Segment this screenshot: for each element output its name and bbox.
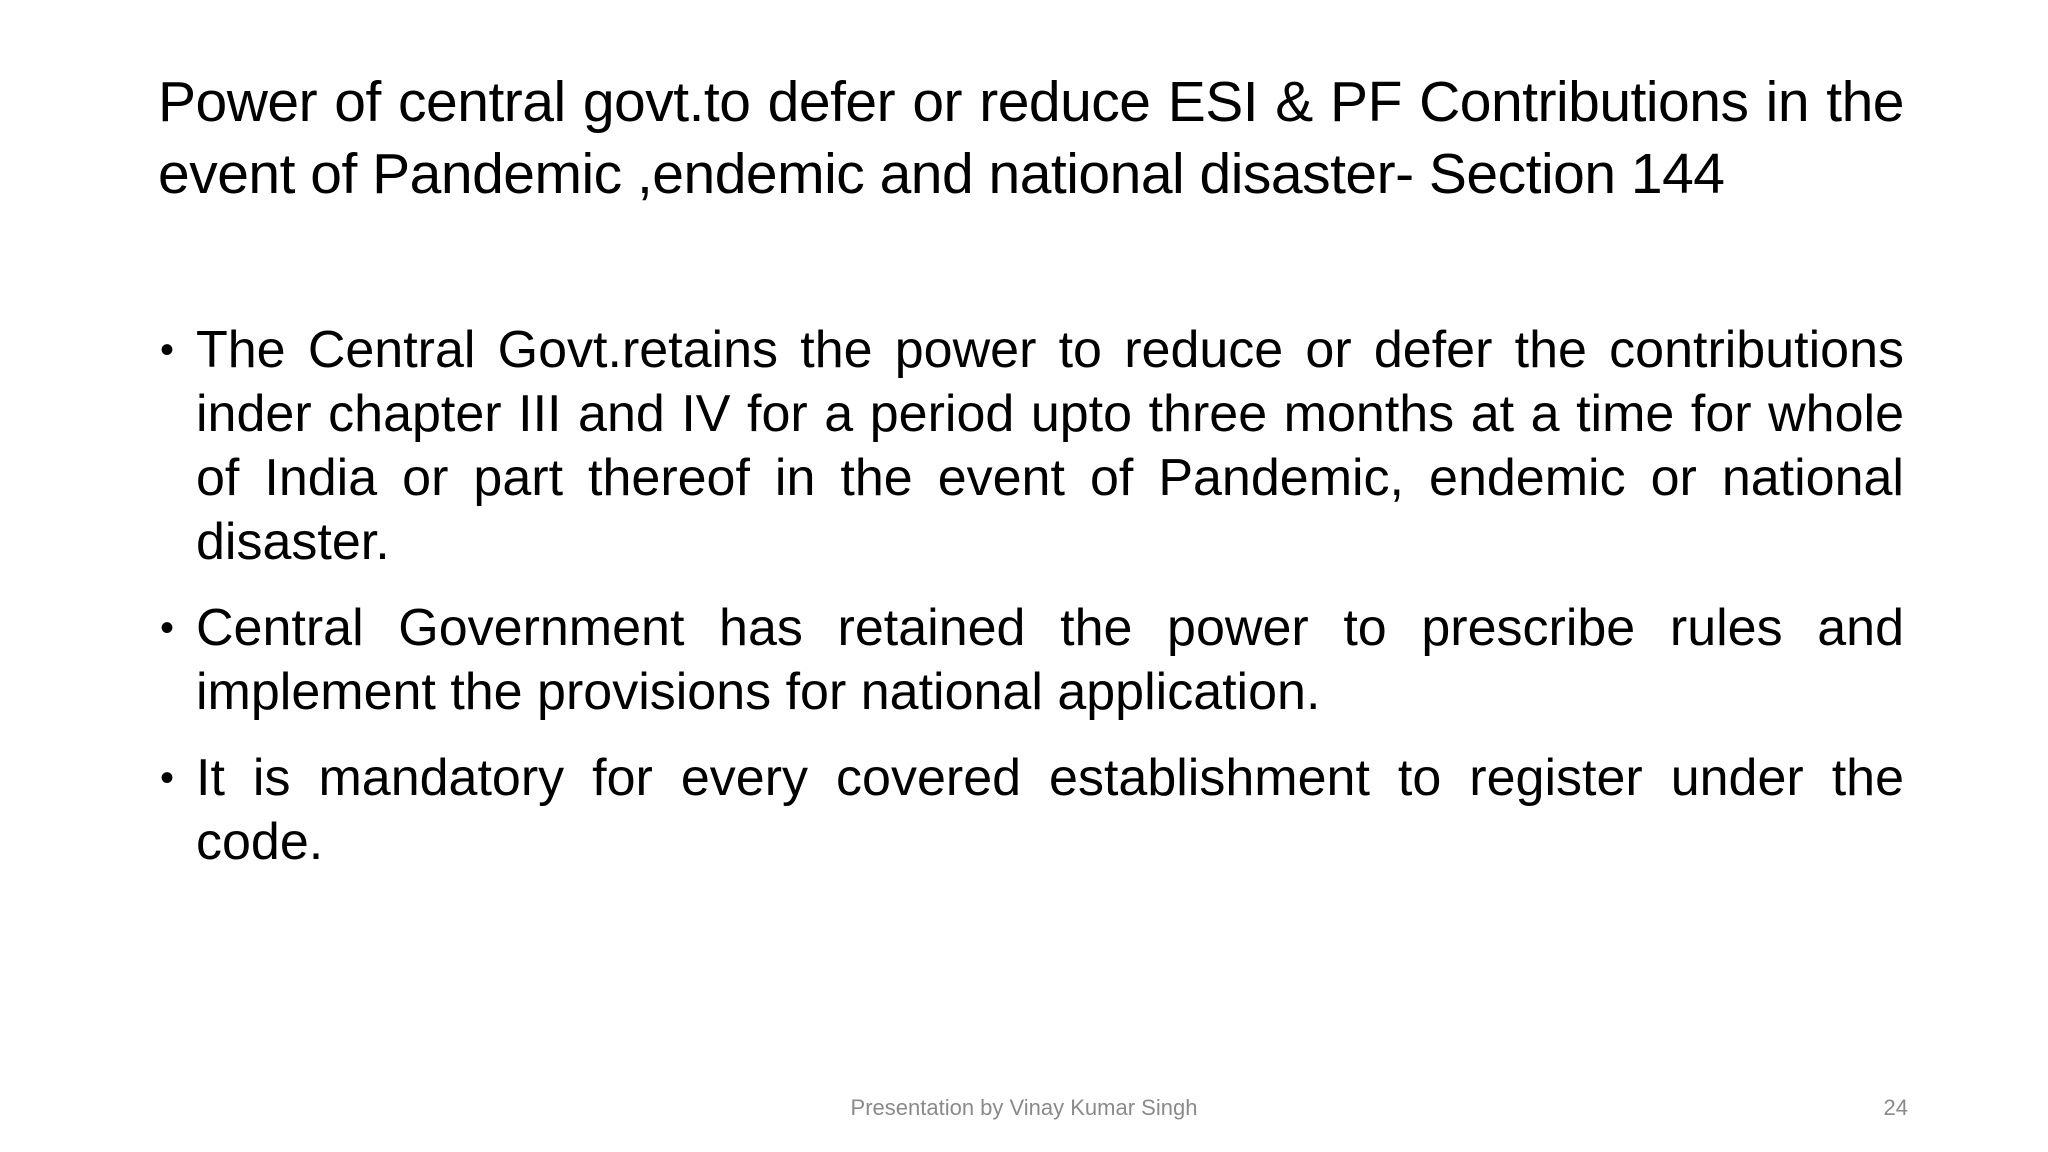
bullet-icon: •	[160, 606, 175, 650]
bullet-icon: •	[160, 328, 175, 372]
slide-title: Power of central govt.to defer or reduce ESI & PF Contributions in the event of Pandemic ,endemic and national disaster- Section 144	[158, 70, 1904, 206]
list-item	[158, 318, 1904, 574]
list-item	[158, 746, 1904, 874]
list-item	[158, 596, 1904, 724]
bullet-icon: •	[160, 756, 175, 800]
bullet-text: It is mandatory for every covered establishment to register under the code.	[196, 749, 1904, 871]
bullet-text: The Central Govt.retains the power to reduce or defer the contributions inder chapter III and IV for a period upto three months at a time for whole of India or part thereof in the event of Pandemic, endemic or national disaster.	[196, 321, 1904, 571]
bullet-text: Central Government has retained the power to prescribe rules and implement the provisions for national application.	[196, 599, 1904, 721]
footer-presenter: Presentation by Vinay Kumar Singh	[850, 1095, 1198, 1120]
bullet-list	[158, 318, 1904, 896]
slide-number: 24	[1883, 1095, 1908, 1120]
